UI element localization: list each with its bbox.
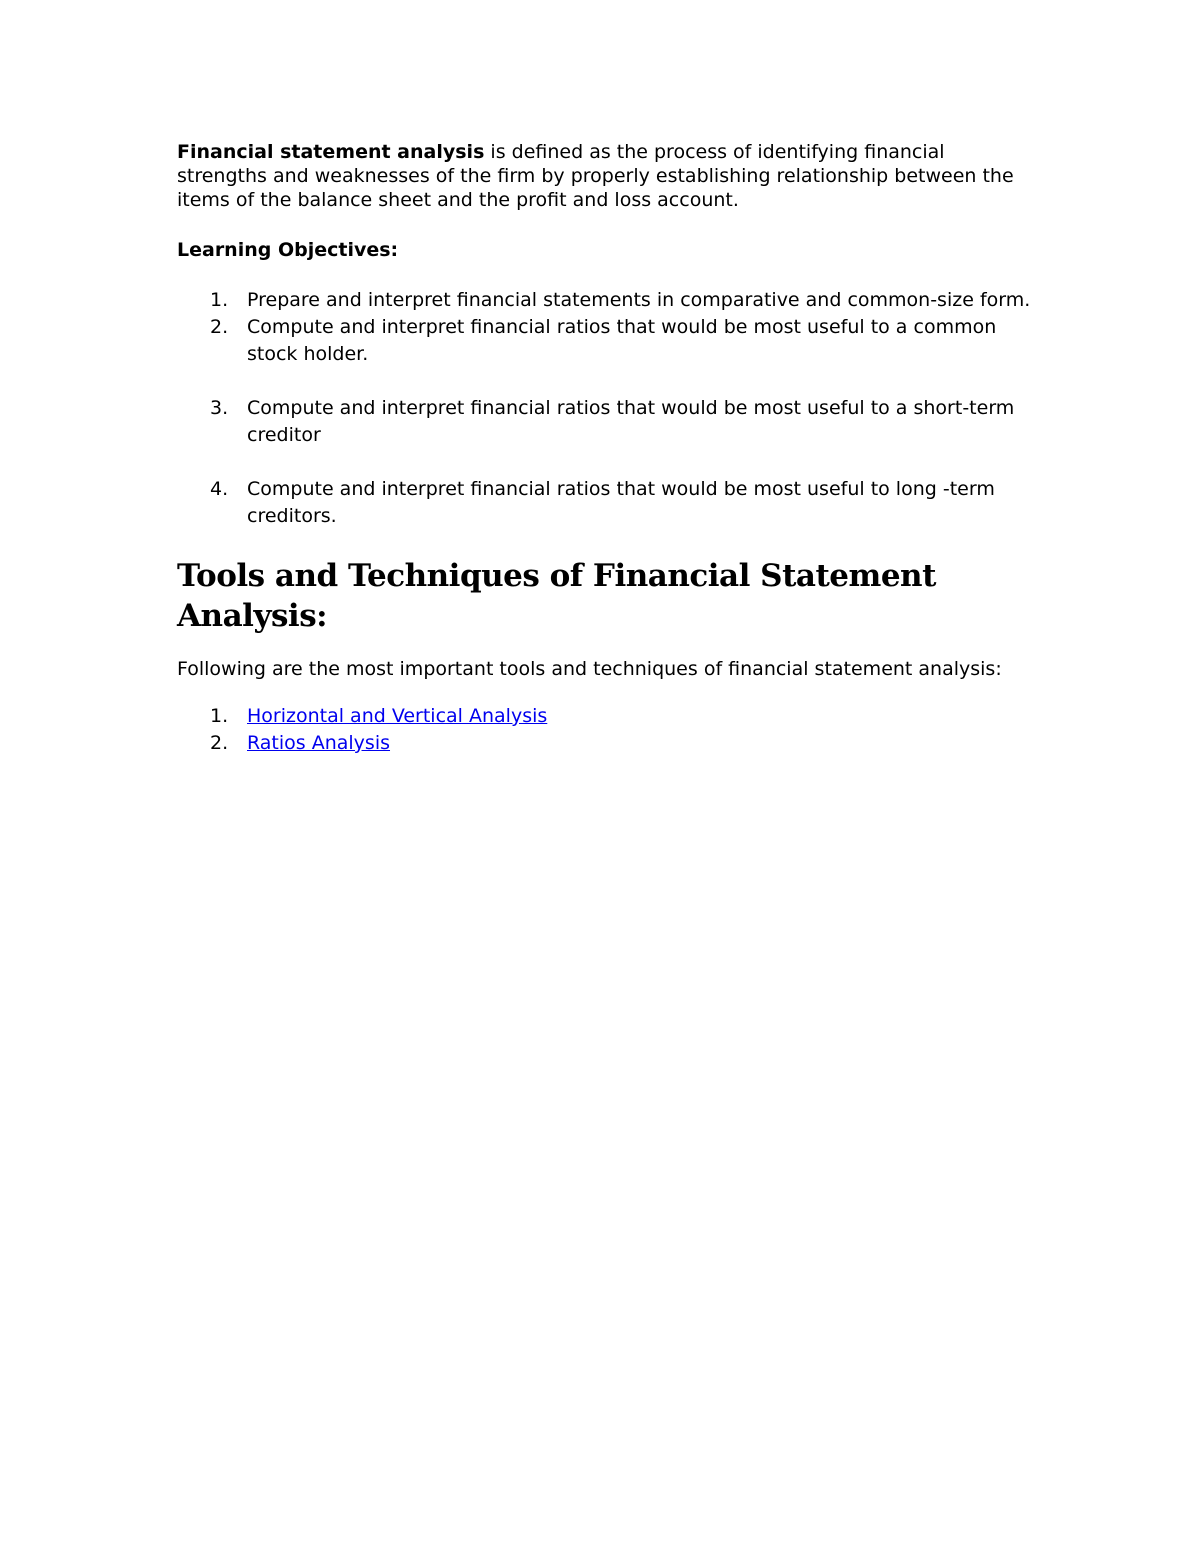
tools-list — [177, 703, 1037, 757]
list-item — [177, 314, 1037, 368]
document-page — [177, 140, 1037, 757]
learning-objectives-list — [177, 287, 1037, 530]
list-item — [177, 287, 1037, 314]
tools-intro-paragraph: Following are the most important tools and techniques of financial statement analysis: — [177, 658, 1002, 680]
list-item-number: 1. — [210, 705, 229, 727]
intro-paragraph — [177, 140, 1037, 212]
list-item-text: Compute and interpret financial ratios that would be most useful to a common stock holder. — [247, 316, 997, 365]
tools-heading: Tools and Techniques of Financial Statement Analysis: — [177, 558, 936, 634]
list-item-text: Prepare and interpret financial statements in comparative and common-size form. — [247, 289, 1031, 311]
list-item — [177, 703, 1037, 730]
list-item-number: 2. — [210, 732, 229, 754]
list-item-text: Compute and interpret financial ratios that would be most useful to long -term creditors. — [247, 478, 995, 527]
list-item-number: 4. — [210, 478, 229, 500]
list-item-number: 3. — [210, 397, 229, 419]
list-item — [177, 476, 1037, 530]
horizontal-vertical-analysis-link[interactable]: Horizontal and Vertical Analysis — [247, 705, 548, 727]
ratios-analysis-link[interactable]: Ratios Analysis — [247, 732, 391, 754]
learning-objectives-heading: Learning Objectives: — [177, 239, 399, 261]
list-item-text: Compute and interpret financial ratios that would be most useful to a short-term creditor — [247, 397, 1015, 446]
intro-definition: is defined as the process of identifying financial strengths and weaknesses of the firm by properly establishing relationship between the items of the balance sheet and the profit and loss account. — [177, 141, 1014, 211]
intro-term: Financial statement analysis — [177, 141, 485, 163]
list-item — [177, 730, 1037, 757]
list-item — [177, 395, 1037, 449]
list-item-number: 1. — [210, 289, 229, 311]
list-item-number: 2. — [210, 316, 229, 338]
